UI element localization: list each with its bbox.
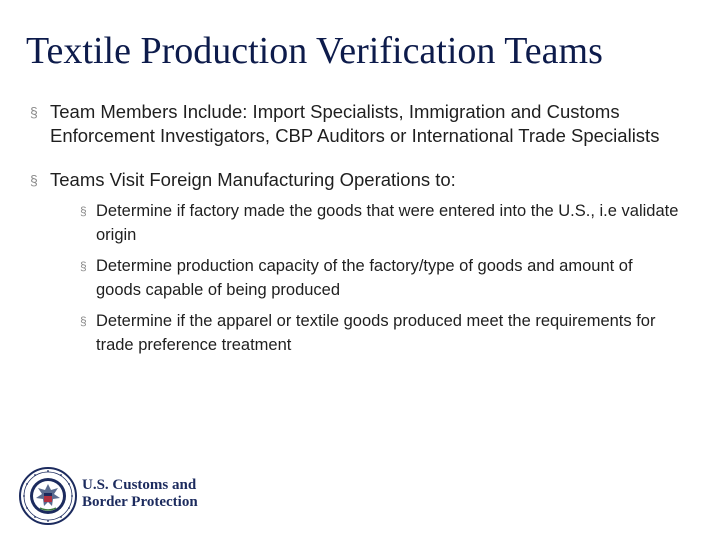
- agency-name: [82, 477, 198, 511]
- slide-title: Textile Production Verification Teams: [26, 30, 603, 72]
- bullet-marker: §: [30, 104, 38, 120]
- agency-logo: [18, 466, 248, 530]
- sub-bullet-item: [80, 254, 680, 302]
- sub-bullet-marker: §: [80, 259, 87, 273]
- bullet-text: Team Members Include: Import Specialists, Immigration and Customs Enforcement Investigators, CBP Auditors or International Trade Specialists: [50, 101, 660, 146]
- bullet-item: [30, 100, 690, 148]
- bullet-text: Teams Visit Foreign Manufacturing Operations to:: [50, 169, 456, 190]
- sub-bullet-marker: §: [80, 204, 87, 218]
- bullet-list: [30, 100, 690, 377]
- bullet-marker: §: [30, 172, 38, 188]
- agency-name-line2: Border Protection: [82, 494, 198, 510]
- sub-bullet-marker: §: [80, 314, 87, 328]
- sub-bullet-text: Determine production capacity of the factory/type of goods and amount of goods capable of being produced: [96, 257, 633, 299]
- sub-bullet-text: Determine if factory made the goods that were entered into the U.S., i.e validate origin: [96, 202, 679, 244]
- agency-name-line1: U.S. Customs and: [82, 477, 197, 493]
- sub-bullet-item: [80, 309, 680, 357]
- sub-bullet-text: Determine if the apparel or textile goods produced meet the requirements for trade preference treatment: [96, 312, 656, 354]
- bullet-item: [30, 168, 690, 357]
- sub-bullet-item: [80, 199, 680, 247]
- sub-bullet-list: [80, 199, 680, 357]
- dhs-seal-icon: [18, 466, 78, 526]
